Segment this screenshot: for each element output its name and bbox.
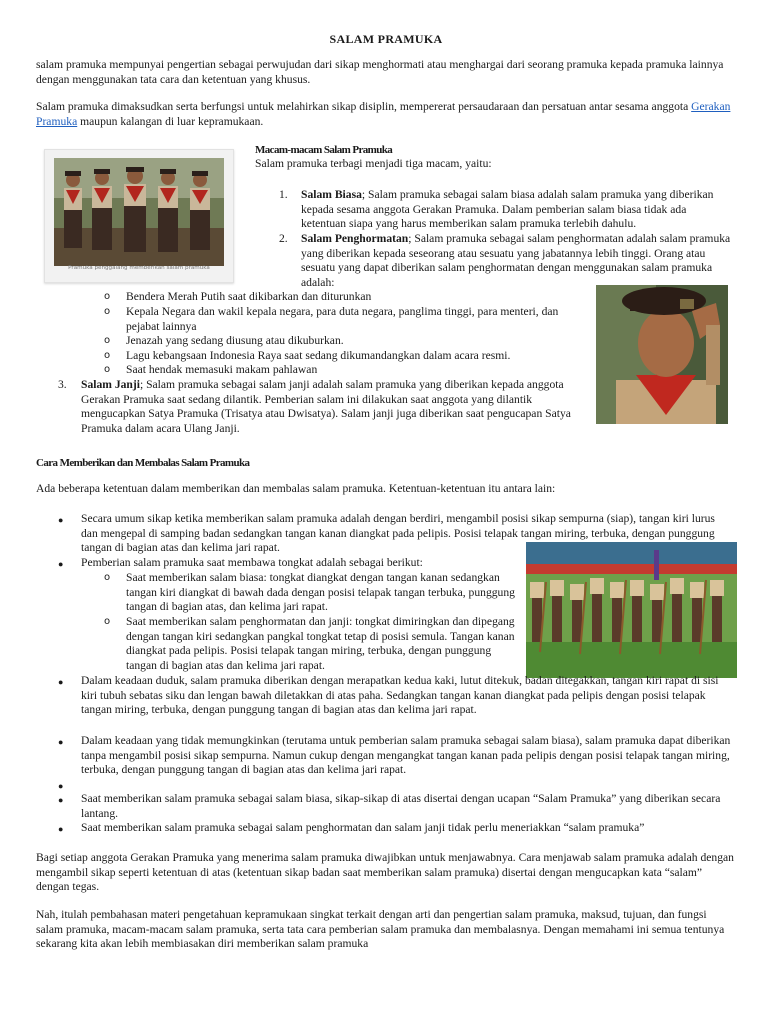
photo-scouts-saluting-card <box>44 149 234 283</box>
bullet-icon: ● <box>58 559 64 569</box>
desc-salam-biasa: ; Salam pramuka sebagai salam biasa adalah salam pramuka yang diberikan kepada sesama anggota Gerakan Pramuka. Dalam pemberian salam biasa tidak ada ketentuan siapa yang harus memberikan salam pramuka terlebih dahulu. <box>301 188 714 231</box>
sub-bullet-penghormatan-janji: Saat memberikan salam penghormatan dan janji: tongkat dimiringkan dan dipegang dengan tangan kiri sedangkan pangkal tongkat tetap di posisi semula. Tangan kanan diangkat pada pelipis. Posisi telapak tangan miring, terbuka, dengan punggung tangan di bagian atas dan kelima jari rapat. <box>126 615 515 672</box>
section-heading-cara: Cara Memberikan dan Membalas Salam Pramuka <box>36 457 250 469</box>
purpose-text-before: Salam pramuka dimaksudkan serta berfungsi untuk melahirkan sikap disiplin, mempererat persaudaraan dan persatuan antar sesama anggota <box>36 100 692 113</box>
bullet-sikap-umum: Secara umum sikap ketika memberikan salam pramuka adalah dengan berdiri, mengambil posisi sikap sempurna (siap), tangan kiri lurus dan mengepal di samping badan sedangkan tangan kanan diangkat pada pelipis. Posisi telapak tangan miring, terbuka, dengan punggung tangan di bagian atas dan kelima jari rapat. <box>81 512 715 555</box>
gerakan-pramuka-link[interactable]: Gerakan Pramuka <box>36 100 731 128</box>
purpose-text-after: maupun kalangan di luar kepramukaan. <box>77 114 264 128</box>
bullet-icon: ● <box>58 515 64 525</box>
bullet-icon: ● <box>58 677 64 687</box>
bullet-salam-biasa-ucapan: Saat memberikan salam pramuka sebagai salam biasa, sikap-sikap di atas disertai dengan ucapan “Salam Pramuka” yang diberikan secara lantang. <box>81 792 721 820</box>
list-item-salam-janji <box>81 378 578 436</box>
bullet-tidak-meneriakkan: Saat memberikan salam pramuka sebagai salam penghormatan dan salam janji tidak perlu meneriakkan “salam pramuka” <box>81 821 645 834</box>
purpose-paragraph <box>36 100 736 129</box>
sub-bullet-icon: o <box>104 572 111 583</box>
intro-paragraph: salam pramuka mempunyai pengertian sebagai perwujudan dari sikap menghormati atau menghargai dari seorang pramuka kepada pramuka lainnya dengan menggunakan tata cara dan ketentuan yang khusus. <box>36 58 724 86</box>
term-salam-penghormatan: Salam Penghormatan <box>301 232 409 245</box>
sub-bullet-salam-biasa: Saat memberikan salam biasa: tongkat diangkat dengan tangan kanan sedangkan tangan kiri diangkat di bawah dada dengan posisi telapak tangan terbuka, punggung tangan di bagian atas, dan kelima jari rapat. <box>126 571 515 614</box>
bullet-icon: ● <box>58 795 64 805</box>
list-item-salam-penghormatan <box>301 232 735 290</box>
term-salam-biasa: Salam Biasa <box>301 188 362 201</box>
bullet-tidak-memungkinkan: Dalam keadaan yang tidak memungkinkan (terutama untuk pemberian salam pramuka sebagai salam biasa), salam pramuka dapat diberikan tanpa mengambil posisi sikap sempurna. Namun cukup dengan mengangkat tangan kanan pada pelipis dengan posisi telapak tangan miring, terbuka, dengan punggung tangan di bagian atas dan kelima jari rapat. <box>81 734 731 777</box>
bullet-icon: ● <box>58 824 64 834</box>
list-number: 2. <box>279 232 288 245</box>
bullet-membawa-tongkat: Pemberian salam pramuka saat membawa tongkat adalah sebagai berikut: <box>81 556 423 569</box>
desc-salam-janji: ; Salam pramuka sebagai salam janji adalah salam pramuka yang diberikan kepada anggota Gerakan Pramuka saat sedang dilantik. Pemberian salam ini dilakukan saat anggota yang dilantik mengucapkan Satya Pramuka (Trisatya atau Dwisatya). Salam janji juga diberikan saat pengucapan Satya Pramuka dalam acara Ulang Janji. <box>81 378 571 435</box>
section-heading-macam: Macam-macam Salam Pramuka <box>255 144 393 156</box>
photo-scouts-saluting <box>54 158 224 266</box>
page-title: SALAM PRAMUKA <box>329 32 443 46</box>
closing-paragraph-2: Nah, itulah pembahasan materi pengetahuan kepramukaan singkat terkait dengan arti dan pengertian salam pramuka, maksud, tujuan, dan fungsi salam pramuka, macam-macam salam pramuka, serta tata cara pemberian salam pramuka dan membalasnya. Dengan memahami ini semua tentunya sekarang kita akan lebih membiasakan diri memberikan salam pramuka <box>36 908 725 951</box>
section2-lead: Ada beberapa ketentuan dalam memberikan dan membalas salam pramuka. Ketentuan-ketentuan itu antara lain: <box>36 482 556 495</box>
section1-lead: Salam pramuka terbagi menjadi tiga macam, yaitu: <box>255 157 492 170</box>
photo-caption: Pramuka penggalang memberikan salam pramuka <box>68 265 210 272</box>
sub-bullet-icon: o <box>104 616 111 627</box>
bullet-keadaan-duduk: Dalam keadaan duduk, salam pramuka diberikan dengan merapatkan kedua kaki, lutut ditekuk, badan ditegakkan, tangan kiri rapat di sisi kiri tubuh sebatas siku dan lengan bawah diletakkan di atas paha. Sedangkan tangan kanan diangkat pada pelipis dengan posisi telapak tangan miring, terbuka, dengan punggung tangan di bagian atas dan kelima jari rapat. <box>81 674 719 717</box>
list-number: 1. <box>279 188 288 201</box>
closing-paragraph-1: Bagi setiap anggota Gerakan Pramuka yang menerima salam pramuka diwajibkan untuk menjawabnya. Cara menjawab salam pramuka adalah dengan mengambil sikap seperti ketentuan di atas (ketentuan sikap badan saat memberikan salam pramuka) disertai dengan mengucapkan kata “salam” dengan tegas. <box>36 851 734 894</box>
bullet-icon: ● <box>58 781 64 791</box>
list-item-salam-biasa <box>301 188 733 232</box>
term-salam-janji: Salam Janji <box>81 378 140 391</box>
photo-scouts-marching <box>526 542 737 678</box>
desc-salam-penghormatan: ; Salam pramuka sebagai salam penghormatan adalah salam pramuka yang diberikan kepada seseorang atau sesuatu yang jabatannya lebih tinggi. Orang atau sesuatu yang dapat diberikan salam penghormatan dengan menggunakan salam pramuka adalah: <box>301 232 731 289</box>
photo-boy-saluting <box>596 285 728 424</box>
list-number: 3. <box>58 378 67 391</box>
bullet-icon: ● <box>58 737 64 747</box>
